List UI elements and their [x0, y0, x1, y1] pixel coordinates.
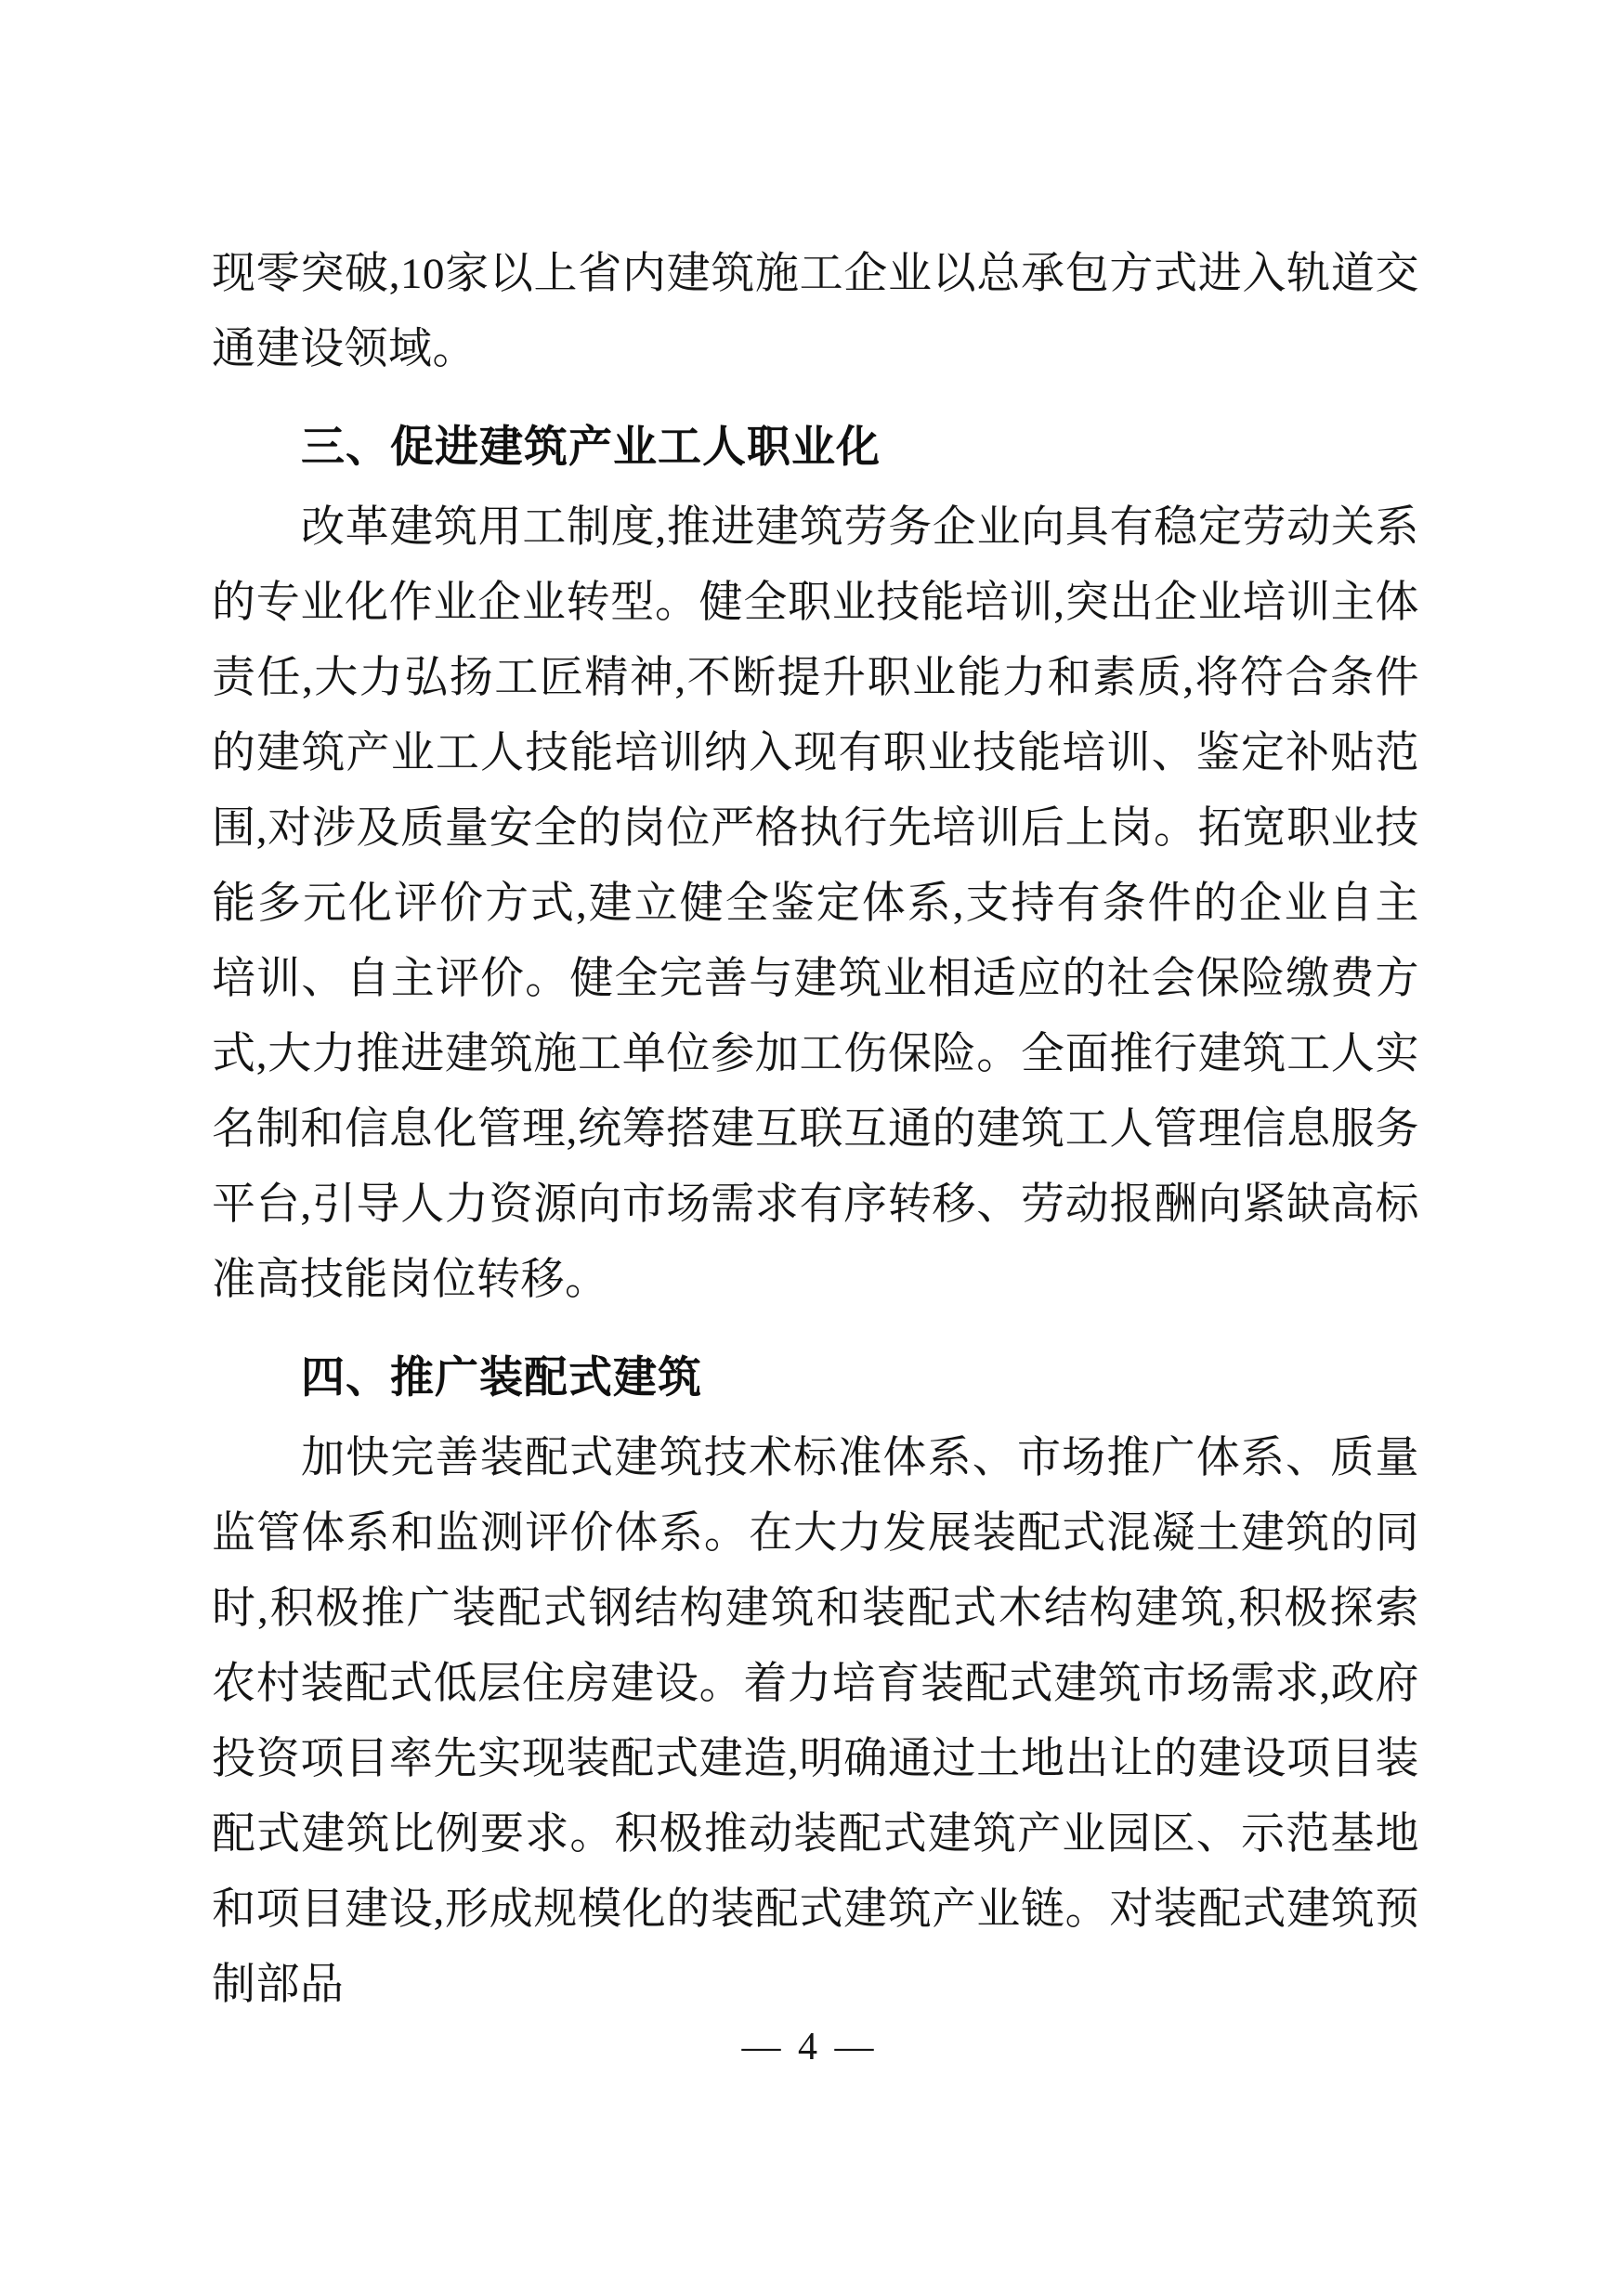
- paragraph-section-three: 改革建筑用工制度,推进建筑劳务企业向具有稳定劳动关系的专业化作业企业转型。健全职业技能培训,突出企业培训主体责任,大力弘扬工匠精神,不断提升职业能力和素质,将符合条件的建筑产业工人技能培训纳入现有职业技能培训、鉴定补贴范围,对涉及质量安全的岗位严格执行先培训后上岗。拓宽职业技能多元化评价方式,建立健全鉴定体系,支持有条件的企业自主培训、自主评价。健全完善与建筑业相适应的社会保险缴费方式,大力推进建筑施工单位参加工伤保险。全面推行建筑工人实名制和信息化管理,统筹搭建互联互通的建筑工人管理信息服务平台,引导人力资源向市场需求有序转移、劳动报酬向紧缺高标准高技能岗位转移。: [212, 503, 1419, 1304]
- paragraph-section-four: 加快完善装配式建筑技术标准体系、市场推广体系、质量监管体系和监测评价体系。在大力发展装配式混凝土建筑的同时,积极推广装配式钢结构建筑和装配式木结构建筑,积极探索农村装配式低层住房建设。着力培育装配式建筑市场需求,政府投资项目率先实现装配式建造,明确通过土地出让的建设项目装配式建筑比例要求。积极推动装配式建筑产业园区、示范基地和项目建设,形成规模化的装配式建筑产业链。对装配式建筑预制部品: [212, 1434, 1419, 2009]
- spacer: [212, 387, 1419, 400]
- document-body: [212, 237, 1419, 2023]
- spacer: [212, 1318, 1419, 1331]
- paragraph-continuation: 现零突破,10家以上省内建筑施工企业以总承包方式进入轨道交通建设领域。: [212, 250, 1419, 373]
- section-heading-four: 四、推广装配式建筑: [301, 1352, 702, 1403]
- section-heading-three: 三、促进建筑产业工人职业化: [301, 422, 881, 473]
- page-number: — 4 —: [741, 2026, 878, 2068]
